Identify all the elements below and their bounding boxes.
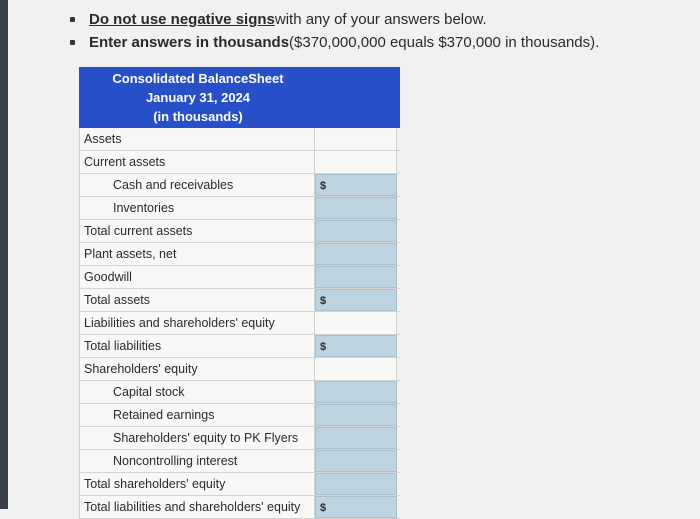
table-row <box>79 335 400 358</box>
row-label: Total assets <box>79 289 315 311</box>
table-row <box>79 128 400 151</box>
row-label: Total shareholders' equity <box>79 473 315 495</box>
dollar-sign: $ <box>320 295 327 307</box>
row-label: Assets <box>79 128 315 150</box>
amount-input[interactable] <box>315 289 397 311</box>
amount-input[interactable] <box>315 335 397 357</box>
empty-cell <box>315 312 397 334</box>
balance-sheet-table <box>79 67 400 519</box>
amount-input[interactable] <box>315 427 397 449</box>
instruction-1 <box>70 8 599 31</box>
table-row <box>79 197 400 220</box>
row-label: Capital stock <box>79 381 315 403</box>
dollar-sign: $ <box>320 180 327 192</box>
table-row <box>79 174 400 197</box>
table-row <box>79 243 400 266</box>
sheet-date: January 31, 2024 <box>145 90 251 105</box>
table-row <box>79 496 400 519</box>
instruction-2 <box>70 31 599 54</box>
table-row <box>79 266 400 289</box>
instruction-1-emphasis: Do not use negative signs <box>89 11 275 28</box>
row-label: Retained earnings <box>79 404 315 426</box>
table-row <box>79 312 400 335</box>
amount-input[interactable] <box>315 381 397 403</box>
table-row <box>79 289 400 312</box>
empty-cell <box>315 358 397 380</box>
amount-input[interactable] <box>315 404 397 426</box>
table-row <box>79 358 400 381</box>
amount-input[interactable] <box>315 243 397 265</box>
amount-input[interactable] <box>315 450 397 472</box>
table-header <box>79 67 317 128</box>
table-row <box>79 404 400 427</box>
row-label: Inventories <box>79 197 315 219</box>
amount-input[interactable] <box>315 473 397 495</box>
dollar-sign: $ <box>320 341 327 353</box>
row-label: Cash and receivables <box>79 174 315 196</box>
table-header-value-column <box>317 67 400 128</box>
table-row <box>79 220 400 243</box>
table-row <box>79 381 400 404</box>
amount-input[interactable] <box>315 266 397 288</box>
table-row <box>79 450 400 473</box>
empty-cell <box>315 151 397 173</box>
row-label: Plant assets, net <box>79 243 315 265</box>
instruction-2-text: ($370,000,000 equals $370,000 in thousands). <box>289 34 600 51</box>
dollar-sign: $ <box>320 502 327 514</box>
bullet-icon <box>70 17 75 22</box>
row-label: Shareholders' equity <box>79 358 315 380</box>
row-label: Current assets <box>79 151 315 173</box>
amount-input[interactable] <box>315 174 397 196</box>
amount-input[interactable] <box>315 197 397 219</box>
row-label: Total liabilities and shareholders' equity <box>79 496 315 518</box>
amount-input[interactable] <box>315 220 397 242</box>
instruction-2-emphasis: Enter answers in thousands <box>89 34 290 51</box>
table-body <box>79 128 400 519</box>
window-edge <box>0 0 8 509</box>
table-row <box>79 473 400 496</box>
sheet-units: (in thousands) <box>153 109 243 124</box>
row-label: Total liabilities <box>79 335 315 357</box>
table-row <box>79 427 400 450</box>
amount-input[interactable] <box>315 496 397 518</box>
empty-cell <box>315 128 397 150</box>
table-row <box>79 151 400 174</box>
sheet-title: Consolidated BalanceSheet <box>112 71 284 86</box>
row-label: Liabilities and shareholders' equity <box>79 312 315 334</box>
instruction-1-text: with any of your answers below. <box>274 11 487 28</box>
row-label: Shareholders' equity to PK Flyers <box>79 427 315 449</box>
row-label: Total current assets <box>79 220 315 242</box>
row-label: Goodwill <box>79 266 315 288</box>
row-label: Noncontrolling interest <box>79 450 315 472</box>
instructions <box>70 8 599 54</box>
bullet-icon <box>70 40 75 45</box>
